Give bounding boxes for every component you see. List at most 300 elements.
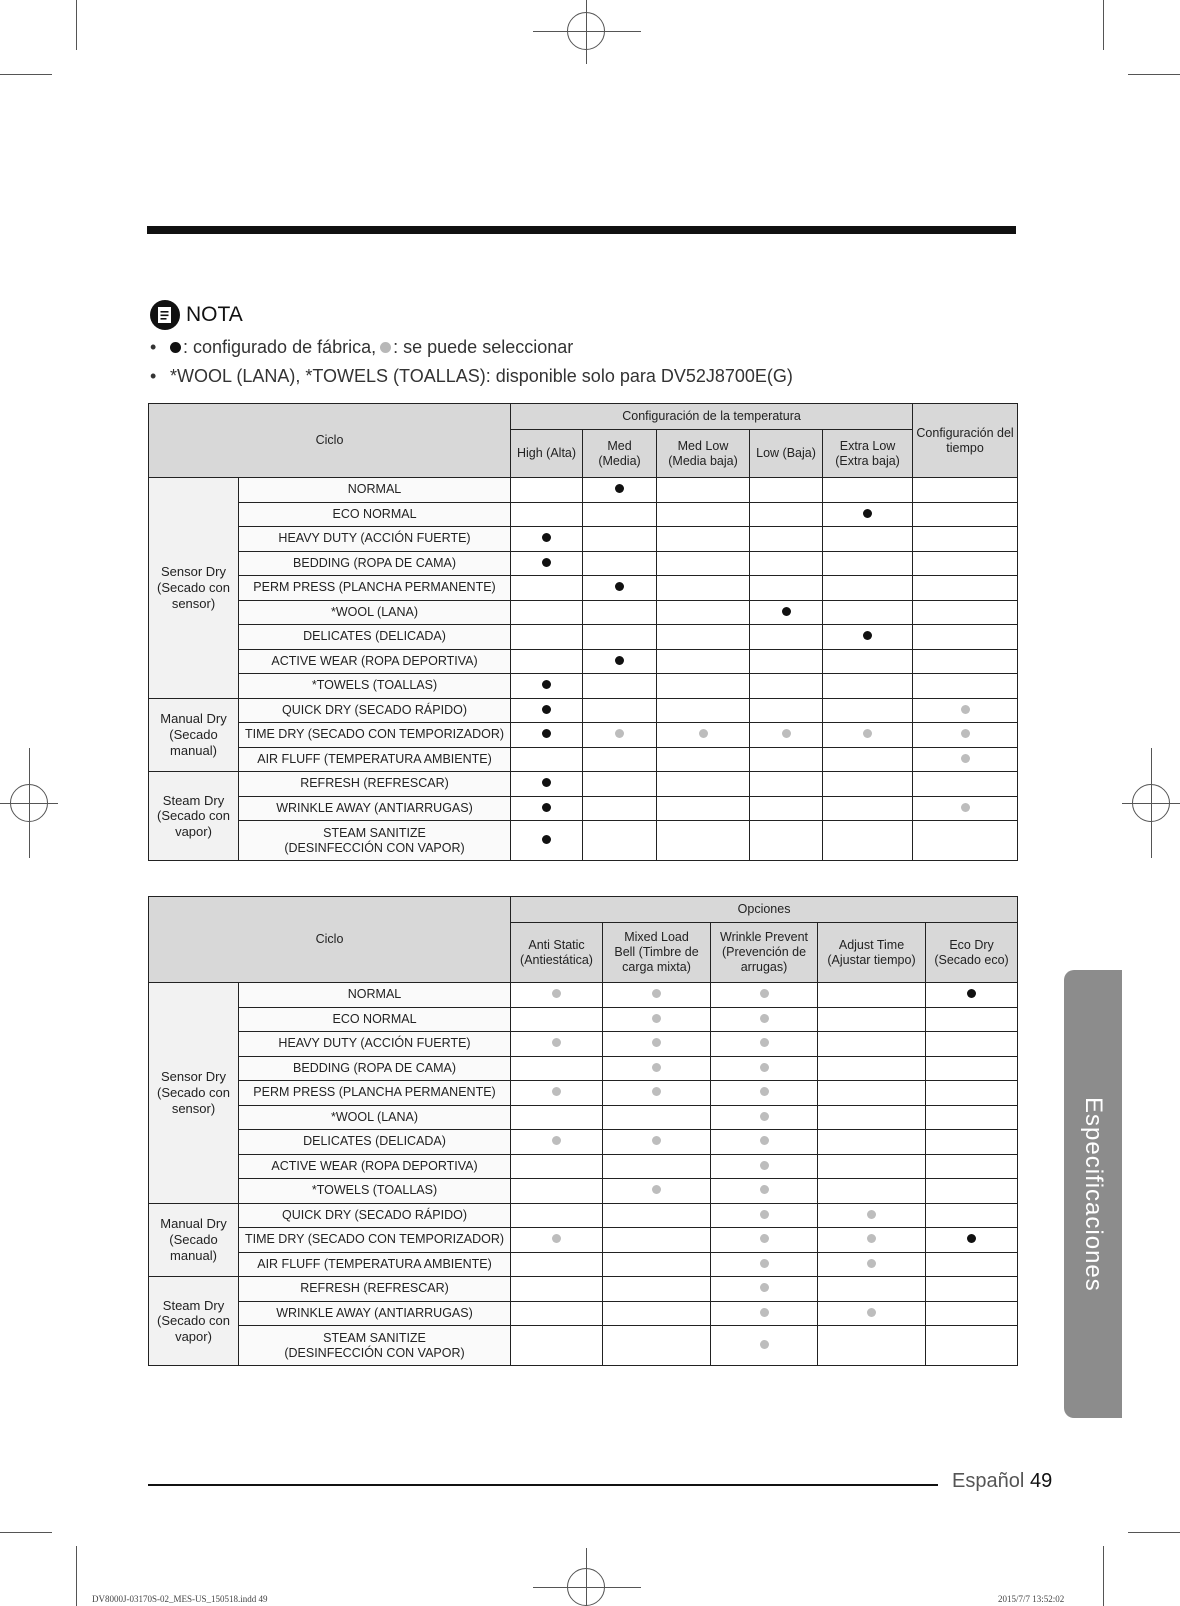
selectable-dot-icon bbox=[863, 729, 872, 738]
mark-cell bbox=[823, 649, 913, 674]
mark-cell bbox=[511, 600, 583, 625]
mark-cell bbox=[818, 1203, 926, 1228]
mark-cell bbox=[583, 576, 657, 601]
table-row bbox=[149, 821, 1018, 861]
mark-cell bbox=[511, 1326, 603, 1366]
mark-cell bbox=[657, 551, 750, 576]
mark-cell bbox=[926, 1056, 1018, 1081]
mark-cell bbox=[511, 1252, 603, 1277]
mark-cell bbox=[818, 1056, 926, 1081]
mark-cell bbox=[750, 698, 823, 723]
cycle-name: ACTIVE WEAR (ROPA DEPORTIVA) bbox=[239, 649, 511, 674]
nota-heading bbox=[150, 300, 243, 330]
mark-cell bbox=[926, 1032, 1018, 1057]
table-row bbox=[149, 723, 1018, 748]
mark-cell bbox=[711, 1154, 818, 1179]
mark-cell bbox=[818, 1179, 926, 1204]
mark-cell bbox=[657, 527, 750, 552]
page-number: 49 bbox=[1030, 1470, 1053, 1492]
selectable-dot-icon bbox=[760, 1063, 769, 1072]
mark-cell bbox=[583, 698, 657, 723]
selectable-dot-icon bbox=[652, 1185, 661, 1194]
mark-cell bbox=[926, 1277, 1018, 1302]
mark-cell bbox=[750, 649, 823, 674]
mark-cell bbox=[823, 723, 913, 748]
cycle-name: REFRESH (REFRESCAR) bbox=[239, 1277, 511, 1302]
section-side-tab bbox=[1064, 970, 1122, 1418]
selectable-dot-icon bbox=[760, 1185, 769, 1194]
side-tab-label: Especificaciones bbox=[1080, 1096, 1107, 1292]
cycle-name: *WOOL (LANA) bbox=[239, 600, 511, 625]
selectable-dot-icon bbox=[867, 1259, 876, 1268]
selectable-dot-icon bbox=[760, 1283, 769, 1292]
mark-cell bbox=[913, 600, 1018, 625]
factory-default-dot-icon bbox=[542, 680, 551, 689]
cycle-name: PERM PRESS (PLANCHA PERMANENTE) bbox=[239, 1081, 511, 1106]
table-row bbox=[149, 1056, 1018, 1081]
cycle-name: *WOOL (LANA) bbox=[239, 1105, 511, 1130]
mark-cell bbox=[750, 821, 823, 861]
selectable-dot-icon bbox=[760, 1136, 769, 1145]
selectable-dot-icon bbox=[652, 1136, 661, 1145]
mark-cell bbox=[818, 1081, 926, 1106]
factory-default-dot-icon bbox=[542, 705, 551, 714]
selectable-dot-icon bbox=[961, 729, 970, 738]
factory-default-dot-icon bbox=[615, 656, 624, 665]
cycle-name: HEAVY DUTY (ACCIÓN FUERTE) bbox=[239, 1032, 511, 1057]
nota-label: NOTA bbox=[186, 303, 243, 326]
mark-cell bbox=[818, 1301, 926, 1326]
mark-cell bbox=[603, 1252, 711, 1277]
col-header: Wrinkle Prevent (Prevención de arrugas) bbox=[711, 923, 818, 983]
mark-cell bbox=[603, 1277, 711, 1302]
mark-cell bbox=[603, 1056, 711, 1081]
mark-cell bbox=[823, 796, 913, 821]
mark-cell bbox=[583, 551, 657, 576]
mark-cell bbox=[926, 1326, 1018, 1366]
cycle-name: STEAM SANITIZE (DESINFECCIÓN CON VAPOR) bbox=[239, 821, 511, 861]
mark-cell bbox=[511, 1179, 603, 1204]
mark-cell bbox=[603, 1326, 711, 1366]
mark-cell bbox=[711, 1032, 818, 1057]
cycle-name: QUICK DRY (SECADO RÁPIDO) bbox=[239, 698, 511, 723]
mark-cell bbox=[750, 747, 823, 772]
mark-cell bbox=[711, 1228, 818, 1253]
mark-cell bbox=[926, 1179, 1018, 1204]
table-row bbox=[149, 1032, 1018, 1057]
cycle-name: WRINKLE AWAY (ANTIARRUGAS) bbox=[239, 796, 511, 821]
cycle-name: TIME DRY (SECADO CON TEMPORIZADOR) bbox=[239, 723, 511, 748]
mark-cell bbox=[818, 1105, 926, 1130]
legend-factory-text: : configurado de fábrica, bbox=[183, 337, 377, 357]
selectable-dot-icon bbox=[699, 729, 708, 738]
factory-default-dot-icon bbox=[782, 607, 791, 616]
mark-cell bbox=[511, 1105, 603, 1130]
note-availability: • *WOOL (LANA), *TOWELS (TOALLAS): disponible solo para DV52J8700E(G) bbox=[150, 366, 793, 386]
mark-cell bbox=[511, 698, 583, 723]
mark-cell bbox=[511, 649, 583, 674]
selectable-dot-icon bbox=[961, 803, 970, 812]
mark-cell bbox=[583, 723, 657, 748]
mark-cell bbox=[823, 502, 913, 527]
cycle-name: NORMAL bbox=[239, 478, 511, 503]
selectable-dot-icon bbox=[552, 1087, 561, 1096]
table-row bbox=[149, 1277, 1018, 1302]
mark-cell bbox=[823, 821, 913, 861]
mark-cell bbox=[657, 723, 750, 748]
print-slug-file: DV8000J-03170S-02_MES-US_150518.indd 49 bbox=[92, 1594, 268, 1604]
availability-text: *WOOL (LANA), *TOWELS (TOALLAS): disponible solo para DV52J8700E(G) bbox=[170, 366, 793, 386]
temperature-table bbox=[148, 403, 1018, 861]
mark-cell bbox=[818, 1252, 926, 1277]
factory-default-dot-icon bbox=[542, 803, 551, 812]
table-row bbox=[149, 1105, 1018, 1130]
mark-cell bbox=[511, 1081, 603, 1106]
mark-cell bbox=[603, 1228, 711, 1253]
selectable-dot-icon bbox=[552, 1136, 561, 1145]
cycle-name: *TOWELS (TOALLAS) bbox=[239, 674, 511, 699]
mark-cell bbox=[583, 625, 657, 650]
mark-cell bbox=[583, 772, 657, 797]
table-row bbox=[149, 649, 1018, 674]
table-row bbox=[149, 1179, 1018, 1204]
selectable-dot-icon bbox=[760, 1087, 769, 1096]
mark-cell bbox=[511, 772, 583, 797]
ciclo-header: Ciclo bbox=[149, 897, 511, 983]
mark-cell bbox=[583, 649, 657, 674]
mark-cell bbox=[657, 796, 750, 821]
col-header: High (Alta) bbox=[511, 430, 583, 478]
factory-default-dot-icon bbox=[542, 835, 551, 844]
factory-default-dot-icon bbox=[542, 558, 551, 567]
mark-cell bbox=[913, 723, 1018, 748]
selectable-dot-icon bbox=[760, 989, 769, 998]
mark-cell bbox=[603, 1179, 711, 1204]
mark-cell bbox=[823, 576, 913, 601]
mark-cell bbox=[511, 576, 583, 601]
cycle-name: AIR FLUFF (TEMPERATURA AMBIENTE) bbox=[239, 747, 511, 772]
mark-cell bbox=[511, 502, 583, 527]
mark-cell bbox=[711, 1277, 818, 1302]
selectable-dot-icon bbox=[760, 1340, 769, 1349]
mark-cell bbox=[511, 1032, 603, 1057]
table-row bbox=[149, 674, 1018, 699]
mark-cell bbox=[657, 821, 750, 861]
mark-cell bbox=[750, 723, 823, 748]
time-setting-header: Configuración del tiempo bbox=[913, 404, 1018, 478]
selectable-dot-icon bbox=[615, 729, 624, 738]
col-header: Extra Low (Extra baja) bbox=[823, 430, 913, 478]
cycle-group-steam: Steam Dry (Secado con vapor) bbox=[149, 772, 239, 861]
factory-default-dot-icon bbox=[863, 509, 872, 518]
mark-cell bbox=[711, 1007, 818, 1032]
mark-cell bbox=[511, 1277, 603, 1302]
table-row bbox=[149, 502, 1018, 527]
mark-cell bbox=[511, 478, 583, 503]
mark-cell bbox=[913, 796, 1018, 821]
cycle-name: BEDDING (ROPA DE CAMA) bbox=[239, 551, 511, 576]
cycle-name: ECO NORMAL bbox=[239, 502, 511, 527]
mark-cell bbox=[750, 478, 823, 503]
mark-cell bbox=[818, 1130, 926, 1155]
cycle-group-sensor: Sensor Dry (Secado con sensor) bbox=[149, 983, 239, 1204]
mark-cell bbox=[583, 478, 657, 503]
cycle-name: AIR FLUFF (TEMPERATURA AMBIENTE) bbox=[239, 1252, 511, 1277]
mark-cell bbox=[913, 551, 1018, 576]
cycle-name: TIME DRY (SECADO CON TEMPORIZADOR) bbox=[239, 1228, 511, 1253]
mark-cell bbox=[583, 502, 657, 527]
col-header: Mixed Load Bell (Timbre de carga mixta) bbox=[603, 923, 711, 983]
mark-cell bbox=[603, 1203, 711, 1228]
table-row bbox=[149, 1252, 1018, 1277]
mark-cell bbox=[823, 698, 913, 723]
mark-cell bbox=[913, 527, 1018, 552]
mark-cell bbox=[926, 1228, 1018, 1253]
selectable-dot-icon bbox=[652, 1014, 661, 1023]
mark-cell bbox=[913, 625, 1018, 650]
col-header: Eco Dry (Secado eco) bbox=[926, 923, 1018, 983]
selectable-dot-icon bbox=[552, 1038, 561, 1047]
cycle-name: ECO NORMAL bbox=[239, 1007, 511, 1032]
print-slug-date: 2015/7/7 13:52:02 bbox=[998, 1594, 1065, 1604]
mark-cell bbox=[818, 1277, 926, 1302]
cycle-name: QUICK DRY (SECADO RÁPIDO) bbox=[239, 1203, 511, 1228]
mark-cell bbox=[711, 1179, 818, 1204]
table-row bbox=[149, 527, 1018, 552]
mark-cell bbox=[926, 1007, 1018, 1032]
footer-rule bbox=[148, 1484, 938, 1486]
ciclo-header: Ciclo bbox=[149, 404, 511, 478]
mark-cell bbox=[818, 1032, 926, 1057]
mark-cell bbox=[511, 821, 583, 861]
selectable-dot-icon bbox=[961, 754, 970, 763]
mark-cell bbox=[926, 983, 1018, 1008]
table-row bbox=[149, 1081, 1018, 1106]
selectable-dot-icon bbox=[652, 989, 661, 998]
options-table bbox=[148, 896, 1018, 1366]
factory-mark-icon bbox=[170, 342, 181, 353]
mark-cell bbox=[511, 1007, 603, 1032]
mark-cell bbox=[711, 1203, 818, 1228]
mark-cell bbox=[926, 1081, 1018, 1106]
mark-cell bbox=[603, 1007, 711, 1032]
selectable-dot-icon bbox=[760, 1234, 769, 1243]
mark-cell bbox=[657, 576, 750, 601]
mark-cell bbox=[711, 1105, 818, 1130]
factory-default-dot-icon bbox=[542, 533, 551, 542]
cycle-name: ACTIVE WEAR (ROPA DEPORTIVA) bbox=[239, 1154, 511, 1179]
mark-cell bbox=[657, 649, 750, 674]
mark-cell bbox=[823, 551, 913, 576]
mark-cell bbox=[657, 625, 750, 650]
factory-default-dot-icon bbox=[542, 778, 551, 787]
mark-cell bbox=[511, 1203, 603, 1228]
selectable-dot-icon bbox=[760, 1161, 769, 1170]
factory-default-dot-icon bbox=[615, 484, 624, 493]
factory-default-dot-icon bbox=[967, 1234, 976, 1243]
mark-cell bbox=[823, 527, 913, 552]
mark-cell bbox=[823, 747, 913, 772]
table-row bbox=[149, 983, 1018, 1008]
mark-cell bbox=[926, 1203, 1018, 1228]
table-row bbox=[149, 1301, 1018, 1326]
mark-cell bbox=[603, 1130, 711, 1155]
mark-cell bbox=[511, 674, 583, 699]
mark-cell bbox=[511, 551, 583, 576]
mark-cell bbox=[823, 625, 913, 650]
mark-cell bbox=[603, 1081, 711, 1106]
mark-cell bbox=[583, 747, 657, 772]
table-row bbox=[149, 1326, 1018, 1366]
document-note-icon bbox=[150, 300, 180, 330]
selectable-dot-icon bbox=[652, 1063, 661, 1072]
table-row bbox=[149, 1007, 1018, 1032]
table-row bbox=[149, 1130, 1018, 1155]
table-row bbox=[149, 576, 1018, 601]
mark-cell bbox=[711, 1130, 818, 1155]
mark-cell bbox=[711, 1301, 818, 1326]
cycle-name: DELICATES (DELICADA) bbox=[239, 1130, 511, 1155]
mark-cell bbox=[913, 747, 1018, 772]
selectable-dot-icon bbox=[760, 1038, 769, 1047]
cycle-group-sensor: Sensor Dry (Secado con sensor) bbox=[149, 478, 239, 699]
selectable-dot-icon bbox=[760, 1308, 769, 1317]
table-row bbox=[149, 1203, 1018, 1228]
mark-cell bbox=[818, 1326, 926, 1366]
mark-cell bbox=[823, 674, 913, 699]
table-row bbox=[149, 600, 1018, 625]
mark-cell bbox=[511, 1130, 603, 1155]
cycle-name: PERM PRESS (PLANCHA PERMANENTE) bbox=[239, 576, 511, 601]
mark-cell bbox=[583, 821, 657, 861]
mark-cell bbox=[750, 625, 823, 650]
mark-cell bbox=[711, 1056, 818, 1081]
selectable-dot-icon bbox=[867, 1210, 876, 1219]
table-row bbox=[149, 796, 1018, 821]
mark-cell bbox=[913, 698, 1018, 723]
cycle-name: HEAVY DUTY (ACCIÓN FUERTE) bbox=[239, 527, 511, 552]
cycle-name: WRINKLE AWAY (ANTIARRUGAS) bbox=[239, 1301, 511, 1326]
mark-cell bbox=[926, 1105, 1018, 1130]
selectable-dot-icon bbox=[552, 989, 561, 998]
mark-cell bbox=[818, 983, 926, 1008]
table-row bbox=[149, 625, 1018, 650]
mark-cell bbox=[511, 983, 603, 1008]
mark-cell bbox=[511, 1228, 603, 1253]
mark-cell bbox=[603, 1105, 711, 1130]
options-group-header: Opciones bbox=[511, 897, 1018, 923]
mark-cell bbox=[711, 1081, 818, 1106]
cycle-name: REFRESH (REFRESCAR) bbox=[239, 772, 511, 797]
mark-cell bbox=[657, 478, 750, 503]
mark-cell bbox=[750, 576, 823, 601]
col-header: Med Low (Media baja) bbox=[657, 430, 750, 478]
mark-cell bbox=[750, 527, 823, 552]
mark-cell bbox=[511, 796, 583, 821]
col-header: Adjust Time (Ajustar tiempo) bbox=[818, 923, 926, 983]
mark-cell bbox=[511, 1301, 603, 1326]
mark-cell bbox=[823, 600, 913, 625]
legend-select-text: : se puede seleccionar bbox=[393, 337, 574, 357]
mark-cell bbox=[913, 821, 1018, 861]
mark-cell bbox=[926, 1252, 1018, 1277]
footer-language: Español bbox=[952, 1470, 1025, 1492]
factory-default-dot-icon bbox=[863, 631, 872, 640]
selectable-dot-icon bbox=[782, 729, 791, 738]
mark-cell bbox=[657, 674, 750, 699]
table-row bbox=[149, 747, 1018, 772]
mark-cell bbox=[913, 478, 1018, 503]
factory-default-dot-icon bbox=[967, 989, 976, 998]
temperature-group-header: Configuración de la temperatura bbox=[511, 404, 913, 430]
selectable-dot-icon bbox=[961, 705, 970, 714]
mark-cell bbox=[603, 1154, 711, 1179]
col-header: Anti Static (Antiestática) bbox=[511, 923, 603, 983]
mark-cell bbox=[818, 1228, 926, 1253]
mark-cell bbox=[511, 625, 583, 650]
mark-cell bbox=[603, 1301, 711, 1326]
selectable-dot-icon bbox=[652, 1038, 661, 1047]
mark-cell bbox=[913, 772, 1018, 797]
mark-cell bbox=[711, 1326, 818, 1366]
mark-cell bbox=[583, 600, 657, 625]
cycle-name: DELICATES (DELICADA) bbox=[239, 625, 511, 650]
cycle-group-manual: Manual Dry (Secado manual) bbox=[149, 698, 239, 772]
mark-cell bbox=[750, 502, 823, 527]
table-row bbox=[149, 478, 1018, 503]
cycle-group-steam: Steam Dry (Secado con vapor) bbox=[149, 1277, 239, 1366]
selectable-dot-icon bbox=[760, 1259, 769, 1268]
table-row bbox=[149, 772, 1018, 797]
mark-cell bbox=[603, 983, 711, 1008]
mark-cell bbox=[750, 796, 823, 821]
mark-cell bbox=[926, 1301, 1018, 1326]
mark-cell bbox=[657, 747, 750, 772]
selectable-dot-icon bbox=[652, 1087, 661, 1096]
mark-cell bbox=[823, 478, 913, 503]
selectable-dot-icon bbox=[760, 1210, 769, 1219]
factory-default-dot-icon bbox=[615, 582, 624, 591]
selectable-dot-icon bbox=[552, 1234, 561, 1243]
cycle-group-manual: Manual Dry (Secado manual) bbox=[149, 1203, 239, 1277]
col-header: Low (Baja) bbox=[750, 430, 823, 478]
table-row bbox=[149, 1154, 1018, 1179]
mark-cell bbox=[913, 674, 1018, 699]
selectable-mark-icon bbox=[380, 342, 391, 353]
mark-cell bbox=[750, 600, 823, 625]
cycle-name: BEDDING (ROPA DE CAMA) bbox=[239, 1056, 511, 1081]
table-row bbox=[149, 1228, 1018, 1253]
mark-cell bbox=[603, 1032, 711, 1057]
mark-cell bbox=[711, 1252, 818, 1277]
cycle-name: NORMAL bbox=[239, 983, 511, 1008]
header-rule bbox=[147, 226, 1016, 234]
mark-cell bbox=[657, 600, 750, 625]
mark-cell bbox=[913, 576, 1018, 601]
mark-cell bbox=[511, 1154, 603, 1179]
mark-cell bbox=[823, 772, 913, 797]
mark-cell bbox=[511, 527, 583, 552]
mark-cell bbox=[913, 649, 1018, 674]
mark-cell bbox=[818, 1154, 926, 1179]
mark-cell bbox=[818, 1007, 926, 1032]
factory-default-dot-icon bbox=[542, 729, 551, 738]
mark-cell bbox=[711, 983, 818, 1008]
mark-cell bbox=[750, 551, 823, 576]
selectable-dot-icon bbox=[760, 1112, 769, 1121]
mark-cell bbox=[657, 698, 750, 723]
mark-cell bbox=[511, 1056, 603, 1081]
